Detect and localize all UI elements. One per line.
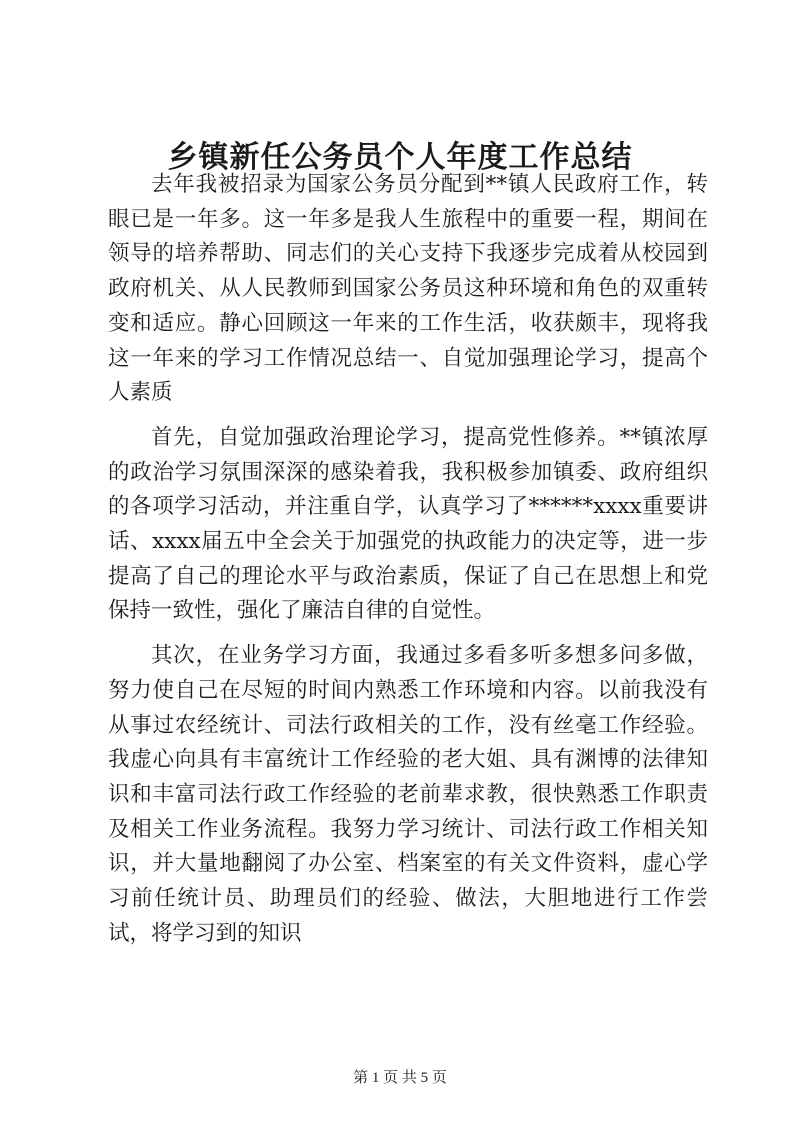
- paragraph-2: 首先，自觉加强政治理论学习，提高党性修养。**镇浓厚的政治学习氛围深深的感染着我，我积极参加镇委、政府组织的各项学习活动，并注重自学，认真学习了******xxxx重要讲话、xxxx届五中全会关于加强党的执政能力的决定等，进一步提高了自己的理论水平与政治素质，保证了自己在思想上和党保持一致性，强化了廉洁自律的自觉性。: [108, 424, 708, 624]
- page-footer: 第 1 页 共 5 页: [353, 1070, 447, 1086]
- document-title: 乡镇新任公务员个人年度工作总结: [167, 140, 633, 175]
- document-body: [108, 168, 708, 951]
- paragraph-3: 其次，在业务学习方面，我通过多看多听多想多问多做，努力使自己在尽短的时间内熟悉工作环境和内容。以前我没有从事过农经统计、司法行政相关的工作，没有丝毫工作经验。我虚心向具有丰富统计工作经验的老大姐、具有渊博的法律知识和丰富司法行政工作经验的老前辈求教，很快熟悉工作职责及相关工作业务流程。我努力学习统计、司法行政工作相关知识，并大量地翻阅了办公室、档案室的有关文件资料，虚心学习前任统计员、助理员们的经验、做法，大胆地进行工作尝试，将学习到的知识: [108, 643, 708, 946]
- paragraph-1: 去年我被招录为国家公务员分配到**镇人民政府工作，转眼已是一年多。这一年多是我人生旅程中的重要一程，期间在领导的培养帮助、同志们的关心支持下我逐步完成着从校园到政府机关、从人民教师到国家公务员这种环境和角色的双重转变和适应。静心回顾这一年来的工作生活，收获颇丰，现将我这一年来的学习工作情况总结一、自觉加强理论学习，提高个人素质: [108, 172, 708, 406]
